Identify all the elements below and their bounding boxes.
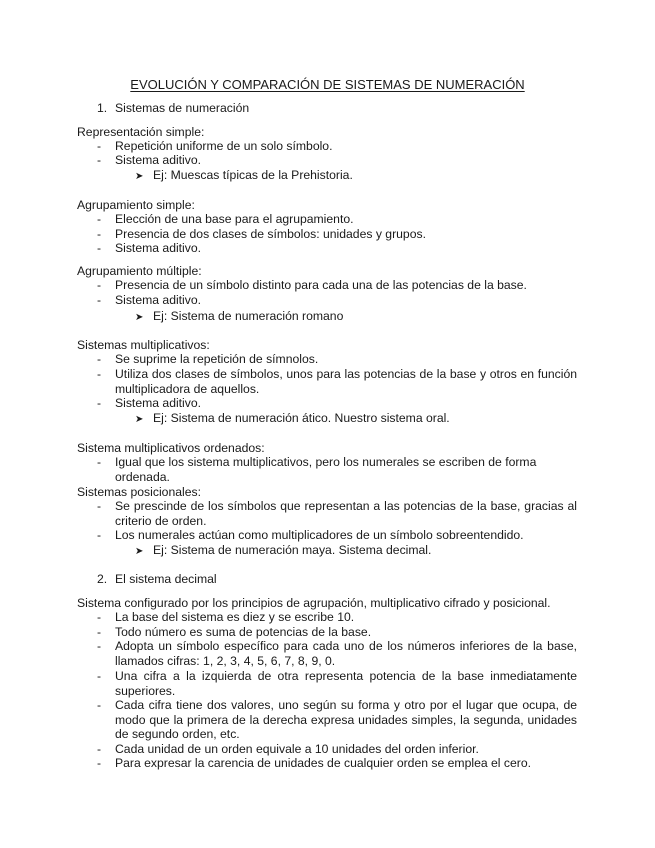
dash-bullet: - <box>97 625 102 639</box>
dash-bullet: - <box>97 639 102 653</box>
sub-item <box>135 543 431 560</box>
arrow-bullet-icon: ➤ <box>135 414 144 425</box>
dash-bullet: - <box>97 241 102 255</box>
list-item-text: Cada cifra tiene dos valores, uno según su forma y otro por el lugar que ocupa, de modo que la primera de la derecha expresa unidades simples, la segunda, unidades de segundo orden, etc. <box>115 698 577 742</box>
list-item-text: Sistema aditivo. <box>115 241 202 255</box>
heading-sistema-decimal: Sistema configurado por los principios de agrupación, multiplicativo cifrado y posicional. <box>77 596 551 610</box>
dash-bullet: - <box>97 367 102 381</box>
dash-bullet: - <box>97 293 102 307</box>
arrow-bullet-icon: ➤ <box>135 546 144 557</box>
list-item-text: Se suprime la repetición de símnolos. <box>115 352 319 366</box>
heading-sistemas-posicionales: Sistemas posicionales: <box>77 485 201 499</box>
dash-bullet: - <box>97 669 102 683</box>
dash-bullet: - <box>97 352 102 366</box>
list-item-text: Presencia de un símbolo distinto para cada una de las potencias de la base. <box>115 278 527 292</box>
sub-item-text: Ej: Sistema de numeración maya. Sistema decimal. <box>153 543 432 557</box>
section-label: El sistema decimal <box>115 572 217 586</box>
page-title: EVOLUCIÓN Y COMPARACIÓN DE SISTEMAS DE NUMERACIÓN <box>130 77 525 92</box>
dash-bullet: - <box>97 698 102 712</box>
arrow-bullet-icon: ➤ <box>135 312 144 323</box>
list-item-text: Presencia de dos clases de símbolos: unidades y grupos. <box>115 227 426 241</box>
sub-item-text: Ej: Muescas típicas de la Prehistoria. <box>153 168 353 182</box>
sub-item <box>135 309 343 326</box>
list-item-text: Sistema aditivo. <box>115 153 202 167</box>
dash-bullet: - <box>97 212 102 226</box>
dash-bullet: - <box>97 499 102 513</box>
dash-bullet: - <box>97 153 102 167</box>
list-item-text: Todo número es suma de potencias de la base. <box>115 625 372 639</box>
heading-agrupamiento-simple: Agrupamiento simple: <box>77 198 195 212</box>
list-item-text: Sistema aditivo. <box>115 396 202 410</box>
dash-bullet: - <box>97 139 102 153</box>
arrow-bullet-icon: ➤ <box>135 171 144 182</box>
dash-bullet: - <box>97 278 102 292</box>
list-item-text: La base del sistema es diez y se escribe 10. <box>115 610 355 624</box>
list-item-text: Adopta un símbolo específico para cada uno de los números inferiores de la base, llamados cifras: 1, 2, 3, 4, 5, 6, 7, 8, 9, 0. <box>115 639 577 668</box>
dash-bullet: - <box>97 756 102 770</box>
list-item-text: Se prescinde de los símbolos que representan a las potencias de la base, gracias al criterio de orden. <box>115 499 577 528</box>
heading-multiplicativos-ordenados: Sistema multiplicativos ordenados: <box>77 441 265 455</box>
list-item-text: Utiliza dos clases de símbolos, unos para las potencias de la base y otros en función multiplicadora de aquellos. <box>115 367 577 396</box>
list-item-text: Para expresar la carencia de unidades de cualquier orden se emplea el cero. <box>115 756 531 770</box>
dash-bullet: - <box>97 742 102 756</box>
section-label: Sistemas de numeración <box>115 101 250 115</box>
sub-item <box>135 411 450 428</box>
sub-item-text: Ej: Sistema de numeración romano <box>153 309 344 323</box>
heading-representacion-simple: Representación simple: <box>77 125 205 139</box>
sub-item-text: Ej: Sistema de numeración ático. Nuestro sistema oral. <box>153 411 450 425</box>
dash-bullet: - <box>97 227 102 241</box>
dash-bullet: - <box>97 528 102 542</box>
list-item-text: Una cifra a la izquierda de otra representa potencia de la base inmediatamente superiores. <box>115 669 577 698</box>
list-item-text: Repetición uniforme de un solo símbolo. <box>115 139 333 153</box>
list-item-text: Elección de una base para el agrupamiento. <box>115 212 354 226</box>
section-heading-2 <box>97 572 217 587</box>
list-item-text: Cada unidad de un orden equivale a 10 unidades del orden inferior. <box>115 742 479 756</box>
heading-sistemas-multiplicativos: Sistemas multiplicativos: <box>77 338 210 352</box>
section-heading-1 <box>97 101 249 116</box>
list-item-text: Los numerales actúan como multiplicadores de un símbolo sobreentendido. <box>115 528 524 542</box>
section-number: 1. <box>97 101 108 115</box>
dash-bullet: - <box>97 455 102 469</box>
dash-bullet: - <box>97 610 102 624</box>
section-number: 2. <box>97 572 108 586</box>
heading-agrupamiento-multiple: Agrupamiento múltiple: <box>77 264 202 278</box>
dash-bullet: - <box>97 396 102 410</box>
list-item-text: Sistema aditivo. <box>115 293 202 307</box>
sub-item <box>135 168 353 185</box>
list-item-text: Igual que los sistema multiplicativos, pero los numerales se escriben de forma ordenada. <box>115 455 537 484</box>
